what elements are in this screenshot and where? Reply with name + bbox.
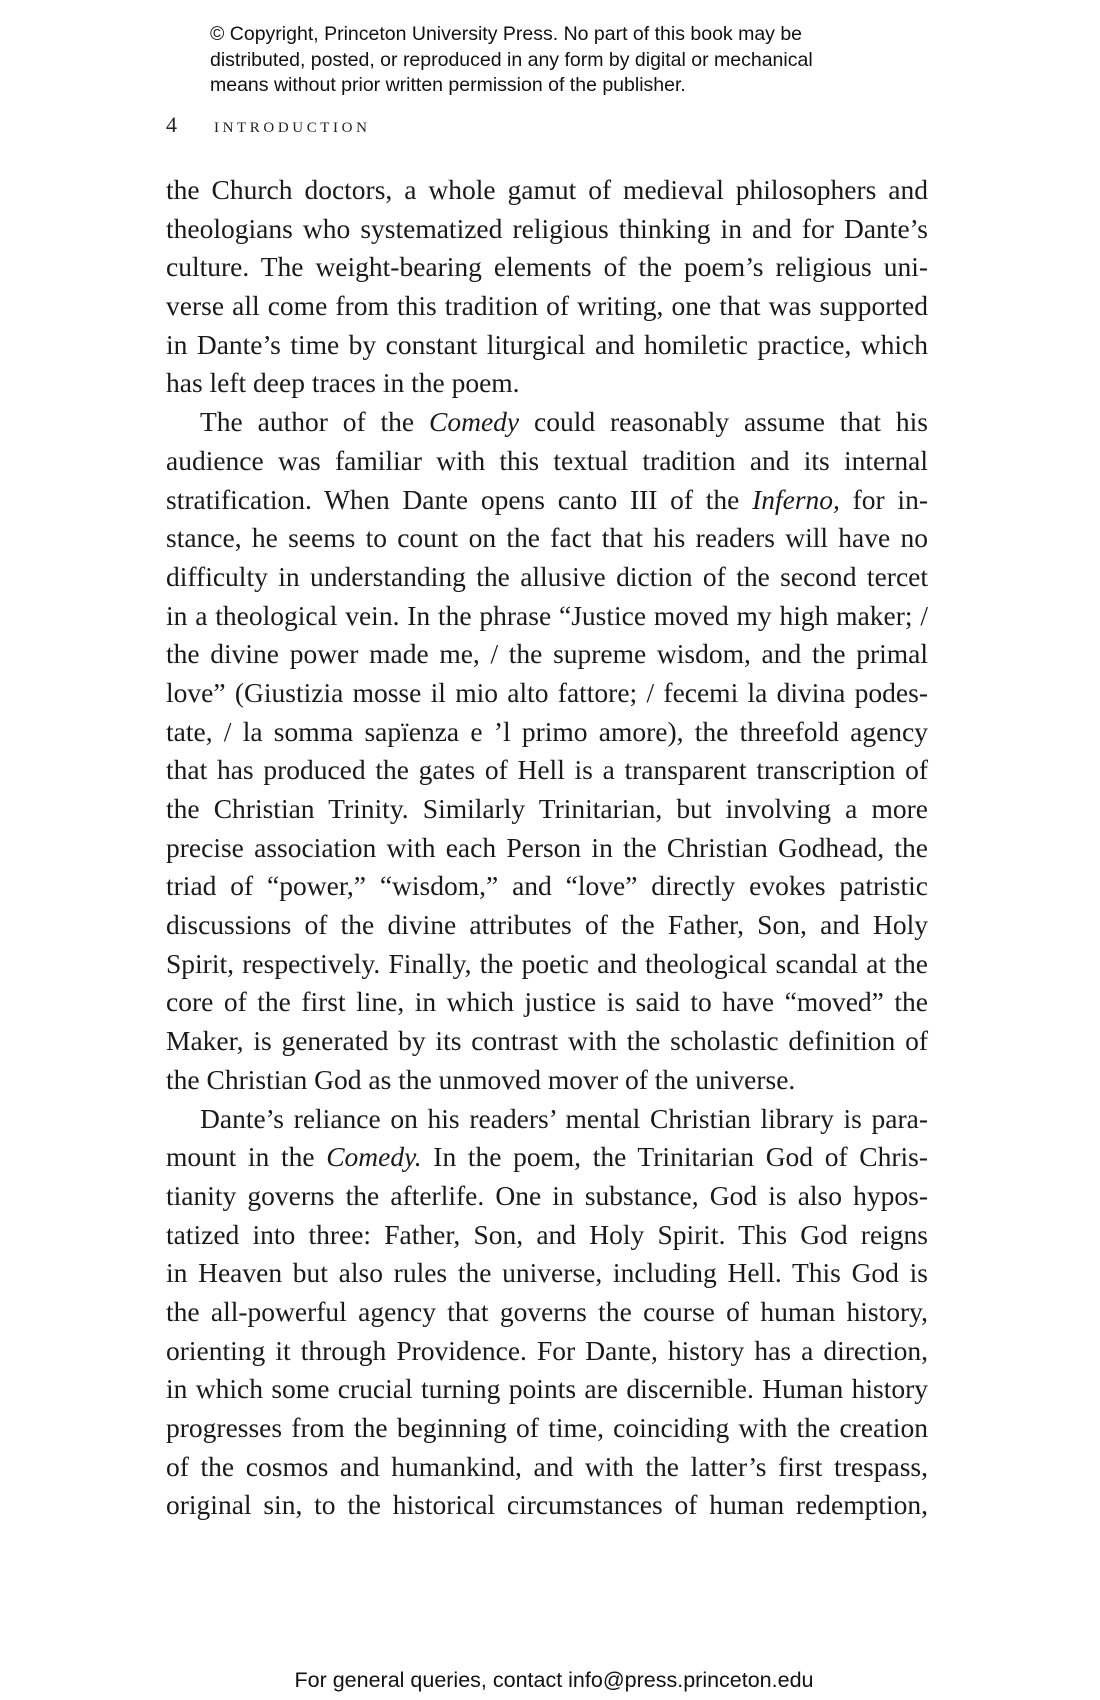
text-line: Spirit, respectively. Finally, the poetic and theological scandal at the (166, 947, 928, 979)
text-line: in Dante’s time by constant liturgical and homiletic practice, which (166, 328, 928, 360)
text-line: of the cosmos and humankind, and with the latter’s first trespass, (166, 1450, 928, 1482)
text-line: tate, / la somma sapïenza e ’l primo amore), the threefold agency (166, 715, 928, 747)
text-line: triad of “power,” “wisdom,” and “love” directly evokes patristic (166, 870, 928, 902)
text-line: has left deep traces in the poem. (166, 367, 520, 399)
copyright-line: © Copyright, Princeton University Press. No part of this book may be (210, 23, 803, 45)
text-line: core of the first line, in which justice is said to have “moved” the (166, 986, 928, 1018)
text-line: Maker, is generated by its contrast with the scholastic definition of (166, 1025, 928, 1057)
running-head (166, 112, 371, 138)
text-line: in which some crucial turning points are discernible. Human history (166, 1373, 928, 1405)
italic-title: Comedy. (326, 1141, 422, 1173)
text-line: the all-powerful agency that governs the course of human history, (166, 1295, 928, 1327)
footer-text: For general queries, contact info@press.princeton.edu (294, 1668, 814, 1692)
text-line: original sin, to the historical circumstances of human redemption, (166, 1489, 928, 1521)
body-text (166, 171, 928, 1525)
text-line: difficulty in understanding the allusive diction of the second tercet (166, 560, 928, 592)
text-line: that has produced the gates of Hell is a transparent transcription of (166, 754, 928, 786)
text-line: mount in the Comedy. In the poem, the Trinitarian God of Chris- (166, 1141, 928, 1173)
text-line: stratification. When Dante opens canto III of the Inferno, for in- (166, 483, 928, 515)
text-line: in a theological vein. In the phrase “Justice moved my high maker; / (166, 599, 928, 631)
text-line: the divine power made me, / the supreme wisdom, and the primal (166, 638, 928, 670)
italic-title: Inferno, (752, 483, 840, 515)
text-line: precise association with each Person in the Christian Godhead, the (166, 831, 928, 863)
text-line: tianity governs the afterlife. One in substance, God is also hypos- (166, 1179, 928, 1211)
text-line: tatized into three: Father, Son, and Holy Spirit. This God reigns (166, 1218, 928, 1250)
text-line: audience was familiar with this textual tradition and its internal (166, 444, 928, 476)
copyright-line: distributed, posted, or reproduced in any form by digital or mechanical (210, 48, 813, 71)
text-line: the Church doctors, a whole gamut of medieval philosophers and (166, 174, 928, 205)
text-line: progresses from the beginning of time, coinciding with the creation (166, 1412, 928, 1443)
text-line: The author of the Comedy could reasonably assume that his (200, 406, 929, 438)
text-line: stance, he seems to count on the fact that his readers will have no (166, 522, 928, 554)
text-line: the Christian Trinity. Similarly Trinitarian, but involving a more (166, 793, 928, 824)
text-line: verse all come from this tradition of writing, one that was supported (166, 290, 928, 322)
text-line: orienting it through Providence. For Dante, history has a direction, (166, 1334, 928, 1366)
page-number: 4 (166, 112, 177, 137)
text-line: in Heaven but also rules the universe, including Hell. This God is (166, 1257, 928, 1289)
copyright-line: means without prior written permission of the publisher. (210, 74, 686, 96)
text-line: discussions of the divine attributes of the Father, Son, and Holy (166, 909, 928, 941)
footer-contact (0, 1668, 1100, 1693)
text-line: theologians who systematized religious thinking in and for Dante’s (166, 212, 928, 244)
text-line: the Christian God as the unmoved mover of the universe. (166, 1063, 796, 1095)
copyright-notice (210, 22, 970, 99)
text-line: culture. The weight-bearing elements of the poem’s religious uni- (166, 251, 928, 283)
section-title: introduction (214, 113, 371, 137)
text-line: love” (Giustizia mosse il mio alto fattore; / fecemi la divina podes- (166, 676, 928, 708)
text-line: Dante’s reliance on his readers’ mental Christian library is para- (200, 1102, 928, 1134)
italic-title: Comedy (429, 406, 520, 438)
